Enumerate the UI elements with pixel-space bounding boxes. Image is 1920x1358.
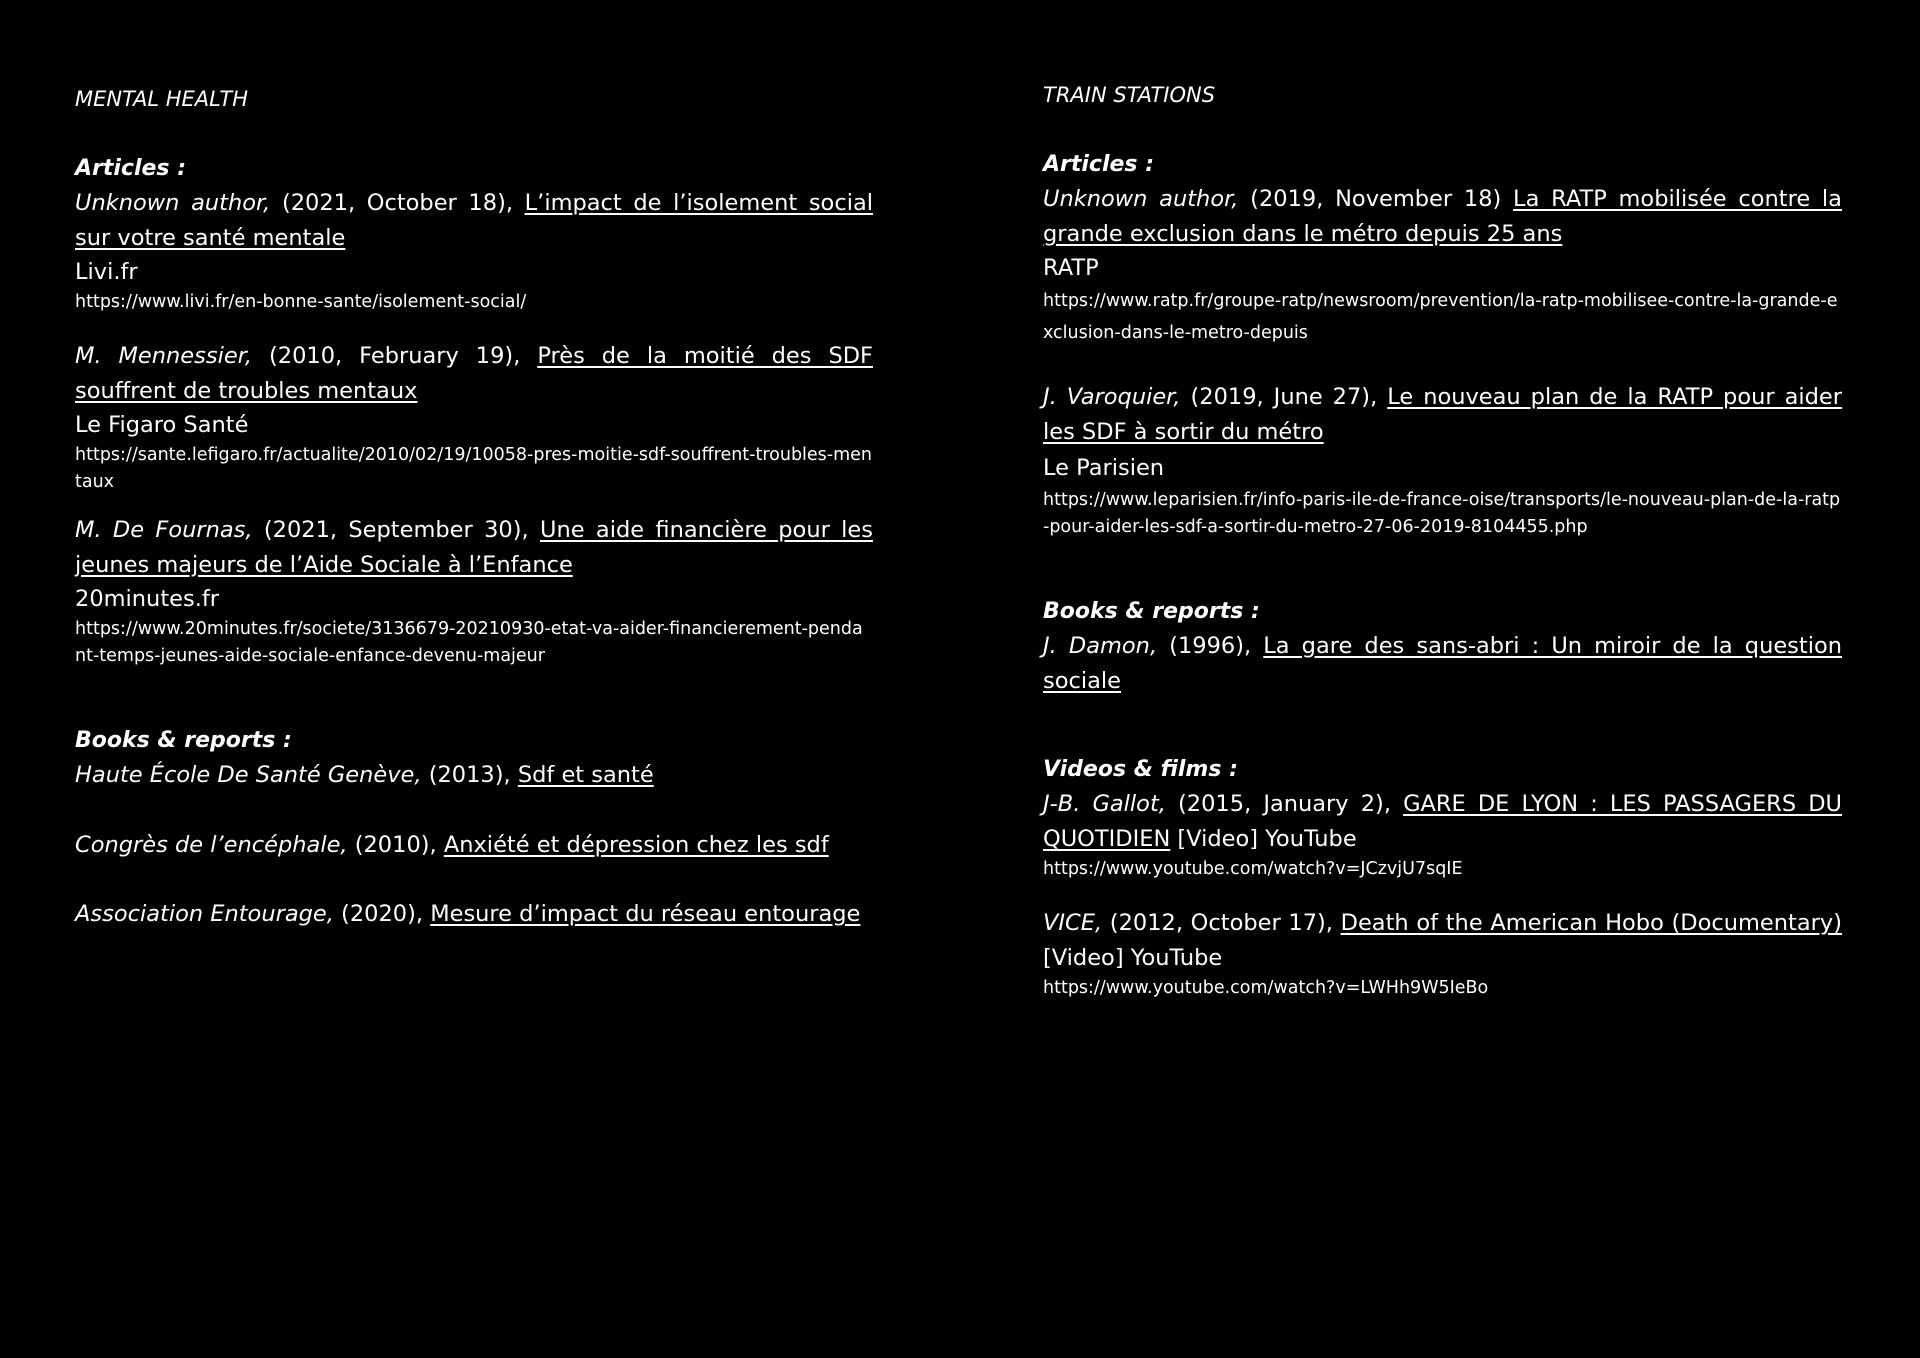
book-title-link[interactable]: Mesure d’impact du réseau entourage	[430, 901, 861, 927]
books-heading: Books & reports :	[1043, 599, 1260, 624]
article-url[interactable]: https://www.20minutes.fr/societe/3136679-20210930-etat-va-aider-financierement-pendant-temps-jeunes-aide-sociale-enfance-devenu-majeur	[75, 619, 863, 666]
article-entry	[75, 186, 873, 316]
book-title-link[interactable]: Anxiété et dépression chez les sdf	[443, 831, 829, 858]
article-entry	[1043, 380, 1842, 541]
article-author: M. De Fournas,	[75, 517, 253, 543]
video-platform: [Video] YouTube	[1170, 825, 1357, 852]
book-title-link[interactable]: La gare des sans-abri : Un miroir de la question sociale	[1043, 633, 1842, 694]
section-title: TRAIN STATIONS	[1043, 83, 1216, 107]
article-date: (2021, October 18),	[270, 190, 525, 216]
video-author: VICE,	[1043, 910, 1103, 936]
article-url[interactable]: https://www.ratp.fr/groupe-ratp/newsroom/prevention/la-ratp-mobilisee-contre-la-grande-exclusion-dans-le-metro-depuis	[1043, 291, 1838, 343]
section-title: MENTAL HEALTH	[75, 87, 249, 111]
article-entry	[75, 513, 873, 670]
book-title-link[interactable]: Sdf et santé	[517, 762, 654, 788]
video-entry	[1043, 906, 1842, 1002]
article-title-link[interactable]: Une aide financière pour les jeunes majeurs de l’Aide Sociale à l’Enfance	[75, 517, 873, 578]
book-entry	[1043, 629, 1842, 698]
article-url[interactable]: https://sante.lefigaro.fr/actualite/2010/02/19/10058-pres-moitie-sdf-souffrent-troubles-mentaux	[75, 445, 873, 492]
article-title-link[interactable]: L’impact de l’isolement social sur votre santé mentale	[75, 190, 873, 251]
video-entry	[1043, 787, 1842, 883]
videos-heading: Videos & films :	[1043, 757, 1238, 782]
mental-health-column	[75, 84, 873, 932]
video-date: (2015, January 2),	[1165, 791, 1404, 817]
book-date: (1996),	[1157, 633, 1264, 659]
book-author: J. Damon,	[1043, 633, 1158, 659]
article-author: J. Varoquier,	[1043, 384, 1181, 410]
book-author: Association Entourage,	[75, 901, 334, 927]
video-url[interactable]: https://www.youtube.com/watch?v=JCzvjU7sqIE	[1043, 859, 1463, 879]
article-title-link[interactable]: Le nouveau plan de la RATP pour aider les SDF à sortir du métro	[1043, 384, 1842, 445]
article-date: (2019, June 27),	[1180, 384, 1388, 410]
article-author: M. Mennessier,	[75, 343, 253, 369]
article-entry	[1043, 182, 1842, 349]
book-author: Congrès de l’encéphale,	[75, 831, 348, 858]
article-source: 20minutes.fr	[75, 586, 220, 612]
books-heading: Books & reports :	[75, 728, 292, 753]
article-source: Le Figaro Santé	[75, 412, 249, 438]
article-url[interactable]: https://www.leparisien.fr/info-paris-ile-de-france-oise/transports/le-nouveau-plan-de-la-ratp-pour-aider-les-sdf-a-sortir-du-metro-27-06-2019-8104455.php	[1043, 490, 1841, 537]
train-stations-column	[1043, 80, 1842, 1002]
book-entry	[75, 897, 873, 932]
video-platform: [Video] YouTube	[1043, 944, 1223, 971]
article-title-link[interactable]: La RATP mobilisée contre la grande exclusion dans le métro depuis 25 ans	[1043, 186, 1842, 247]
article-author: Unknown author,	[1043, 186, 1239, 212]
video-author: J-B. Gallot,	[1043, 791, 1166, 817]
article-source: RATP	[1043, 255, 1099, 281]
book-entry	[75, 758, 873, 793]
video-url[interactable]: https://www.youtube.com/watch?v=LWHh9W5IeBo	[1043, 978, 1489, 998]
book-date: (2013),	[421, 762, 518, 788]
book-author: Haute École De Santé Genève,	[75, 762, 422, 788]
book-date: (2010),	[347, 831, 444, 858]
article-source: Le Parisien	[1043, 455, 1165, 481]
article-date: (2010, February 19),	[252, 343, 538, 369]
book-date: (2020),	[333, 901, 431, 927]
book-entry	[75, 828, 873, 863]
video-title-link[interactable]: Death of the American Hobo (Documentary)	[1340, 910, 1842, 936]
article-date: (2021, September 30),	[252, 517, 540, 543]
article-author: Unknown author,	[75, 190, 271, 216]
article-date: (2019, November 18)	[1238, 186, 1514, 212]
article-title-link[interactable]: Près de la moitié des SDF souffrent de troubles mentaux	[75, 343, 874, 404]
articles-heading: Articles :	[1043, 152, 1154, 177]
video-date: (2012, October 17),	[1102, 910, 1341, 936]
article-source: Livi.fr	[75, 259, 138, 285]
article-entry	[75, 339, 873, 496]
video-title-link[interactable]: GARE DE LYON : LES PASSAGERS DU QUOTIDIEN	[1043, 791, 1842, 852]
articles-heading: Articles :	[75, 156, 186, 181]
article-url[interactable]: https://www.livi.fr/en-bonne-sante/isolement-social/	[75, 292, 527, 312]
